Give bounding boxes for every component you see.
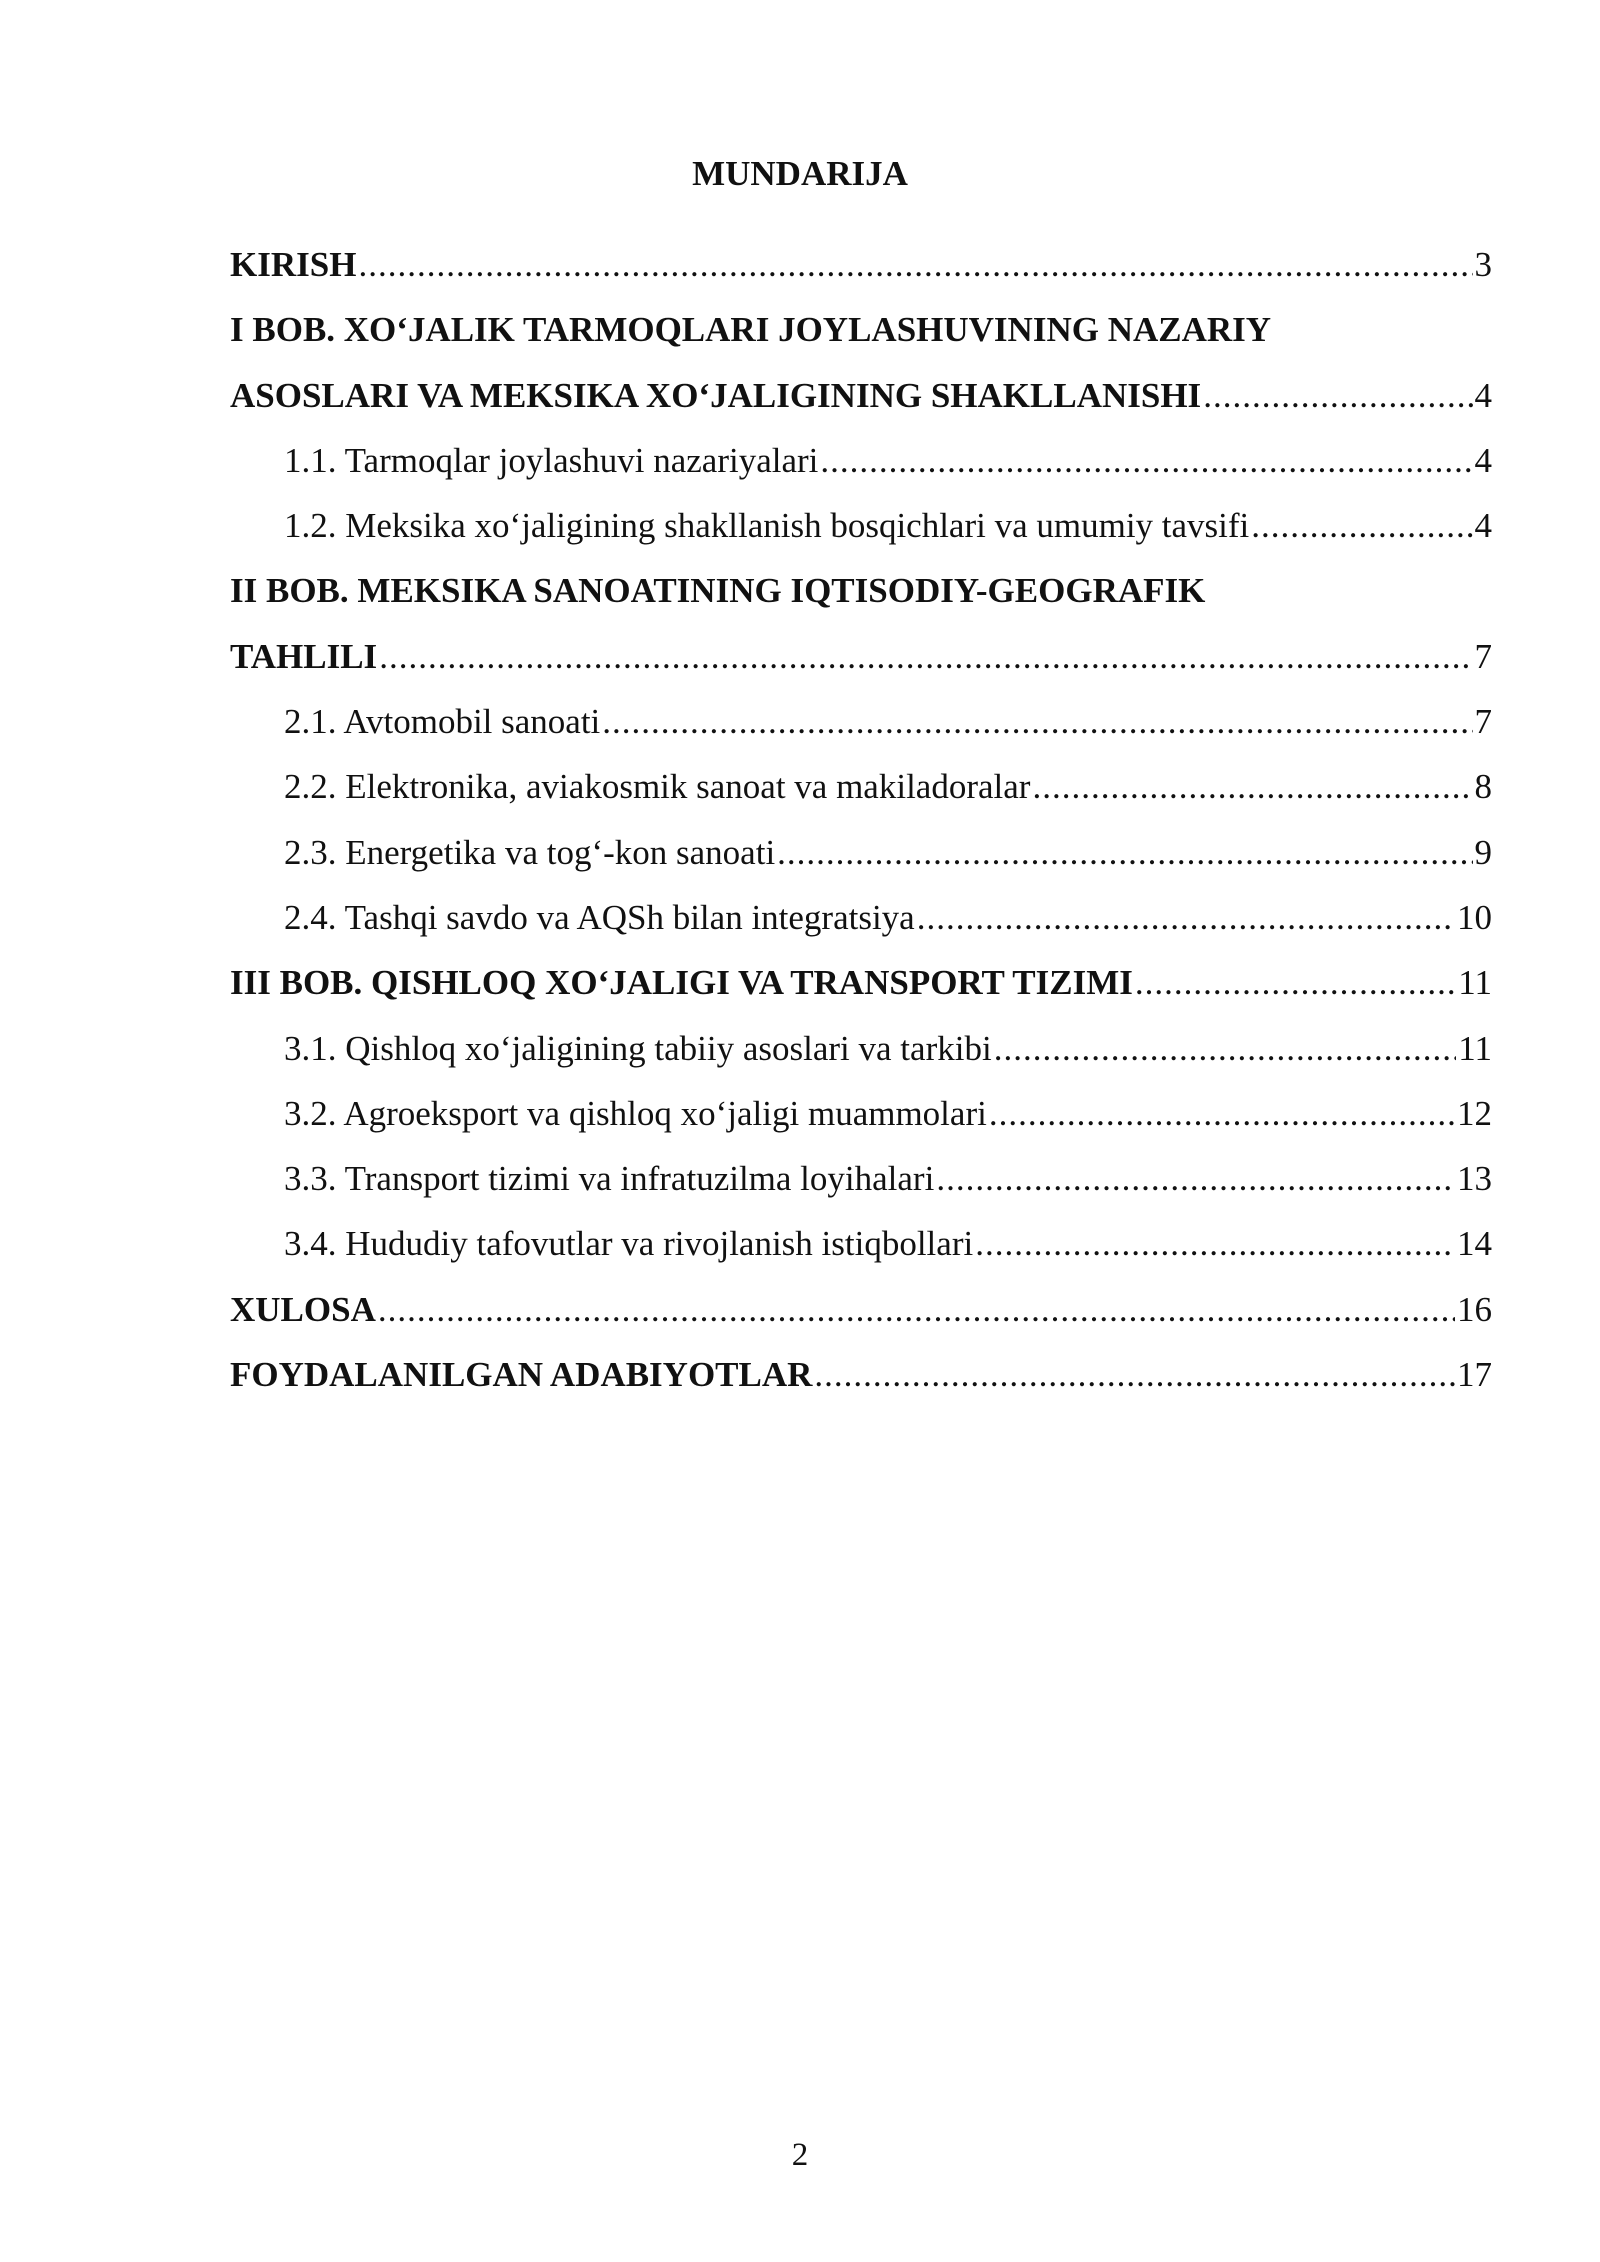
dot-leader — [975, 1211, 1455, 1276]
table-of-contents — [230, 232, 1492, 1407]
toc-entry-text: II BOB. MEKSIKA SANOATINING IQTISODIY-GEOGRAFIK — [230, 571, 1206, 611]
toc-page-number: 13 — [1457, 1159, 1492, 1199]
toc-entry-chapter-2-line-2[interactable] — [230, 624, 1492, 689]
toc-page-number: 4 — [1474, 375, 1492, 415]
toc-page-number: 4 — [1474, 440, 1492, 480]
dot-leader — [936, 1146, 1455, 1211]
toc-page-number: 16 — [1457, 1289, 1492, 1329]
toc-entry-text: 3.3. Transport tizimi va infratuzilma loyihalari — [284, 1159, 935, 1199]
toc-entry-1-1[interactable] — [230, 428, 1492, 493]
dot-leader — [1203, 363, 1472, 428]
dot-leader — [820, 428, 1472, 493]
toc-entry-kirish[interactable] — [230, 232, 1492, 297]
toc-entry-xulosa[interactable] — [230, 1277, 1492, 1342]
toc-page-number: 3 — [1474, 245, 1492, 284]
toc-page-number: 11 — [1458, 963, 1492, 1003]
toc-page-number: 4 — [1474, 506, 1492, 546]
toc-entry-chapter-1-line-2[interactable] — [230, 363, 1492, 428]
toc-page-number: 17 — [1457, 1355, 1492, 1395]
dot-leader — [777, 820, 1472, 885]
toc-entry-references[interactable] — [230, 1342, 1492, 1407]
toc-page-number: 10 — [1457, 897, 1492, 937]
toc-entry-text: 3.2. Agroeksport va qishloq xo‘jaligi muammolari — [284, 1093, 987, 1133]
toc-entry-text: 1.1. Tarmoqlar joylashuvi nazariyalari — [284, 440, 819, 480]
toc-page-number: 9 — [1474, 832, 1492, 872]
toc-entry-chapter-1-line-1[interactable] — [230, 297, 1492, 362]
toc-entry-chapter-3[interactable] — [230, 950, 1492, 1015]
dot-leader — [1251, 493, 1472, 558]
toc-entry-2-1[interactable] — [230, 689, 1492, 754]
toc-entry-text: III BOB. QISHLOQ XO‘JALIGI VA TRANSPORT TIZIMI — [230, 963, 1133, 1003]
toc-entry-text: KIRISH — [230, 245, 357, 284]
dot-leader — [917, 885, 1455, 950]
toc-entry-text: 3.4. Hududiy tafovutlar va rivojlanish istiqbollari — [284, 1224, 974, 1264]
toc-entry-text: I BOB. XO‘JALIK TARMOQLARI JOYLASHUVINING NAZARIY — [230, 310, 1272, 350]
page-number: 2 — [791, 2137, 809, 2173]
toc-page-number: 8 — [1474, 767, 1492, 807]
dot-leader — [1135, 950, 1456, 1015]
toc-entry-3-3[interactable] — [230, 1146, 1492, 1211]
toc-page-number: 7 — [1474, 636, 1492, 676]
toc-entry-text: 2.2. Elektronika, aviakosmik sanoat va makiladoralar — [284, 767, 1031, 807]
dot-leader — [1032, 754, 1472, 819]
dot-leader — [378, 1277, 1455, 1342]
toc-entry-text: ASOSLARI VA MEKSIKA XO‘JALIGINING SHAKLLANISHI — [230, 375, 1202, 415]
dot-leader — [994, 1016, 1457, 1081]
toc-entry-chapter-2-line-1[interactable] — [230, 558, 1492, 623]
dot-leader — [989, 1081, 1455, 1146]
toc-entry-text: 2.3. Energetika va tog‘-kon sanoati — [284, 832, 776, 872]
toc-entry-text: TAHLILI — [230, 636, 378, 676]
dot-leader — [358, 232, 1472, 297]
dot-leader — [602, 689, 1472, 754]
toc-entry-text: XULOSA — [230, 1289, 376, 1329]
toc-entry-text: FOYDALANILGAN ADABIYOTLAR — [230, 1355, 813, 1395]
dot-leader — [814, 1342, 1455, 1407]
toc-page-number: 14 — [1457, 1224, 1492, 1264]
toc-title: MUNDARIJA — [692, 154, 908, 193]
toc-entry-2-2[interactable] — [230, 754, 1492, 819]
toc-entry-3-2[interactable] — [230, 1081, 1492, 1146]
toc-page-number: 11 — [1458, 1028, 1492, 1068]
toc-entry-2-3[interactable] — [230, 820, 1492, 885]
toc-entry-3-1[interactable] — [230, 1016, 1492, 1081]
toc-entry-2-4[interactable] — [230, 885, 1492, 950]
toc-entry-3-4[interactable] — [230, 1211, 1492, 1276]
dot-leader — [379, 624, 1472, 689]
toc-page-number: 12 — [1457, 1093, 1492, 1133]
toc-entry-text: 3.1. Qishloq xo‘jaligining tabiiy asoslari va tarkibi — [284, 1028, 992, 1068]
toc-page-number: 7 — [1474, 702, 1492, 742]
toc-entry-text: 1.2. Meksika xo‘jaligining shakllanish bosqichlari va umumiy tavsifi — [284, 506, 1250, 546]
toc-entry-1-2[interactable] — [230, 493, 1492, 558]
toc-entry-text: 2.1. Avtomobil sanoati — [284, 702, 601, 742]
toc-entry-text: 2.4. Tashqi savdo va AQSh bilan integratsiya — [284, 897, 915, 937]
